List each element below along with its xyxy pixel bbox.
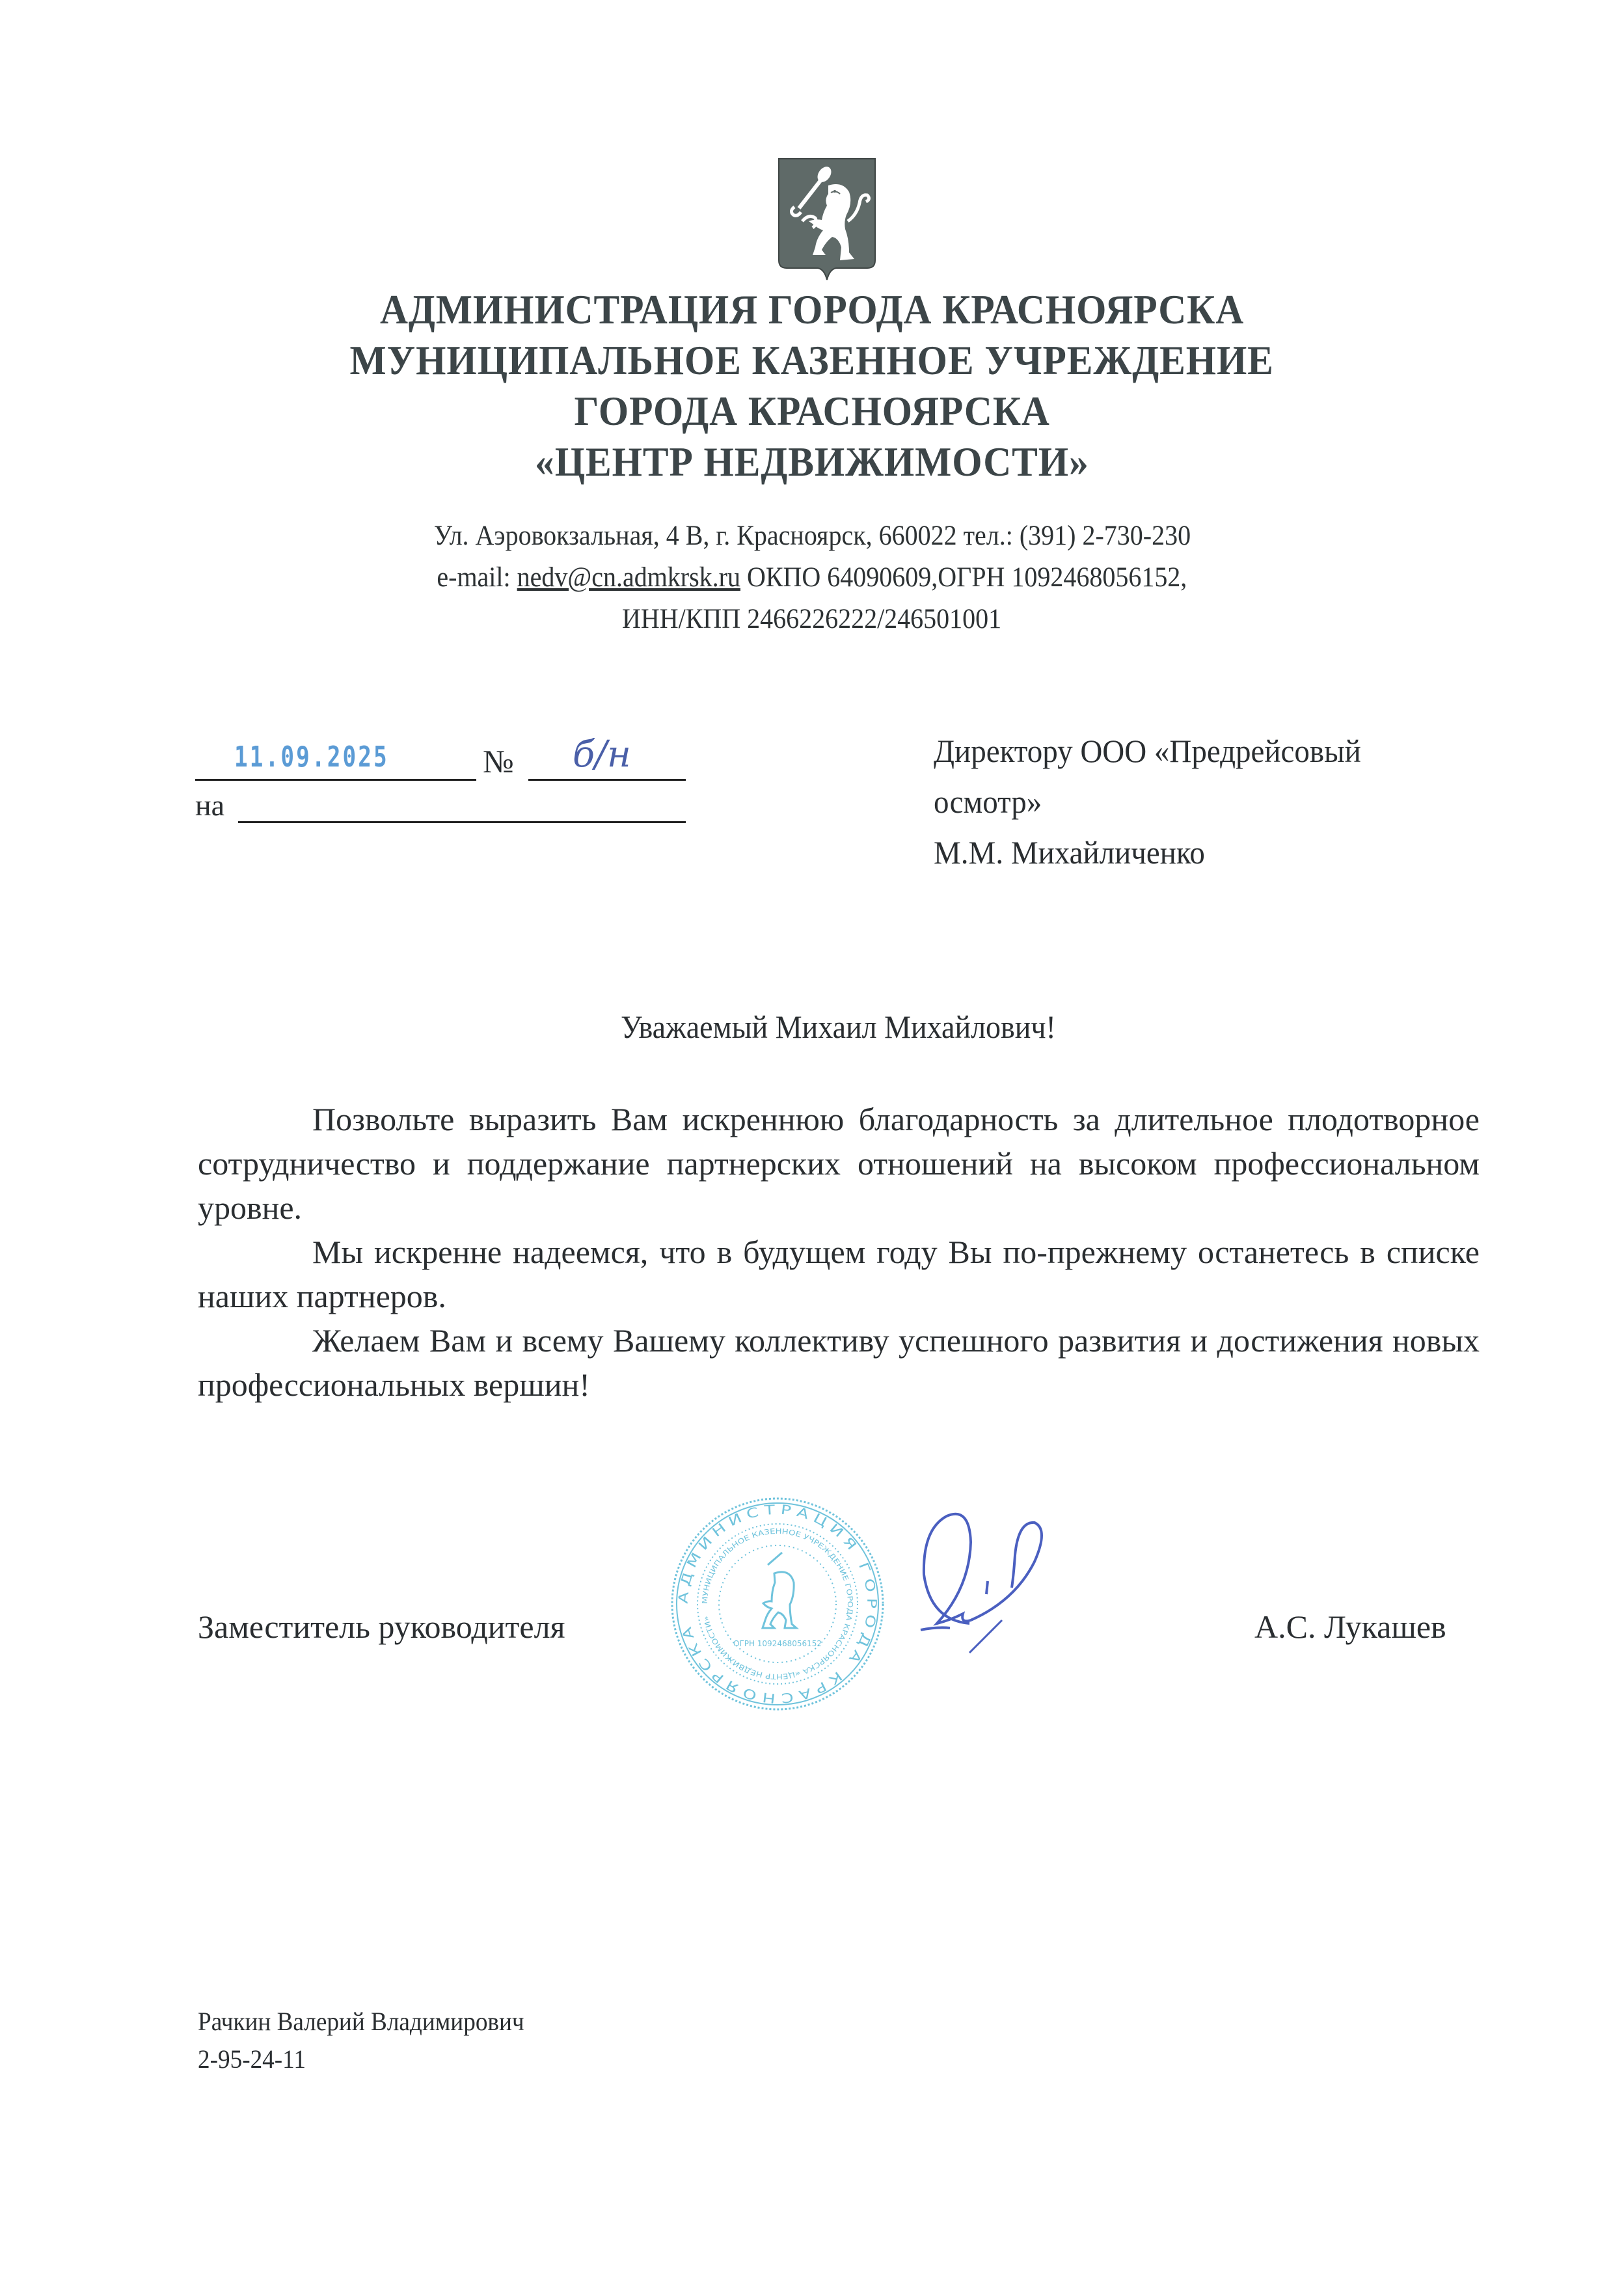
- signer-title: Заместитель руководителя: [198, 1608, 565, 1645]
- recipient-block: [934, 726, 1388, 878]
- org-title-line-3: ГОРОДА КРАСНОЯРСКА: [574, 388, 1050, 434]
- executor-block: [198, 2003, 548, 2078]
- handwritten-signature: [898, 1490, 1145, 1685]
- seal-number: ОГРН 1092468056152: [733, 1639, 822, 1648]
- number-sign: №: [483, 743, 514, 780]
- letter-body: [198, 1097, 1480, 1407]
- date-stamp: 11.09.2025: [234, 740, 389, 774]
- executor-name: Рачкин Валерий Владимирович: [198, 2007, 524, 2036]
- reply-to-line: [238, 821, 686, 823]
- number-line: [528, 779, 686, 781]
- email-link[interactable]: nedv@cn.admkrsk.ru: [517, 562, 741, 593]
- org-contacts: [0, 560, 1624, 596]
- paragraph: Мы искренне надеемся, что в будущем году Вы по-прежнему останетесь в списке наших партнеров.: [198, 1234, 1480, 1314]
- recipient-line: Директору ООО «Предрейсовый: [934, 733, 1361, 769]
- handwritten-number: б/н: [573, 733, 631, 776]
- seal-lion-icon: [763, 1553, 796, 1628]
- signer-name: А.С. Лукашев: [1254, 1608, 1446, 1645]
- org-codes: ОКПО 64090609,ОГРН 1092468056152,: [740, 562, 1187, 593]
- org-title-line-2: МУНИЦИПАЛЬНОЕ КАЗЕННОЕ УЧРЕЖДЕНИЕ: [349, 337, 1275, 383]
- reply-to-label: на: [195, 789, 225, 822]
- org-title-line-4: «ЦЕНТР НЕДВИЖИМОСТИ»: [535, 439, 1089, 485]
- recipient-line: М.М. Михайличенко: [934, 834, 1205, 871]
- executor-phone: 2-95-24-11: [198, 2044, 306, 2074]
- paragraph: Желаем Вам и всему Вашему коллективу успешного развития и достижения новых профессиональных вершин!: [198, 1322, 1480, 1403]
- official-seal: [670, 1497, 885, 1711]
- svg-text:МУНИЦИПАЛЬНОЕ КАЗЕННОЕ УЧРЕЖДЕ: [701, 1527, 854, 1681]
- coat-of-arms-icon: [776, 156, 878, 283]
- seal-inner-text: МУНИЦИПАЛЬНОЕ КАЗЕННОЕ УЧРЕЖДЕНИЕ ГОРОДА КРАСНОЯРСКА «ЦЕНТР НЕДВИЖИМОСТИ»: [700, 1527, 855, 1681]
- seal-outer-text: АДМИНИСТРАЦИЯ ГОРОДА КРАСНОЯРСКА: [675, 1501, 880, 1707]
- paragraph: Позвольте выразить Вам искреннюю благодарность за длительное плодотворное сотрудничество и поддержание партнерских отношений на высоком профессиональном уровне.: [198, 1101, 1480, 1226]
- date-line: [195, 779, 476, 781]
- org-address: Ул. Аэровокзальная, 4 В, г. Красноярск, 660022 тел.: (391) 2-730-230: [433, 521, 1191, 551]
- email-label: e-mail:: [437, 562, 517, 593]
- org-title-line-1: АДМИНИСТРАЦИЯ ГОРОДА КРАСНОЯРСКА: [379, 286, 1245, 332]
- org-inn: ИНН/КПП 2466226222/246501001: [622, 604, 1002, 634]
- recipient-line: осмотр»: [934, 783, 1042, 820]
- greeting: Уважаемый Михаил Михайлович!: [620, 1009, 1056, 1045]
